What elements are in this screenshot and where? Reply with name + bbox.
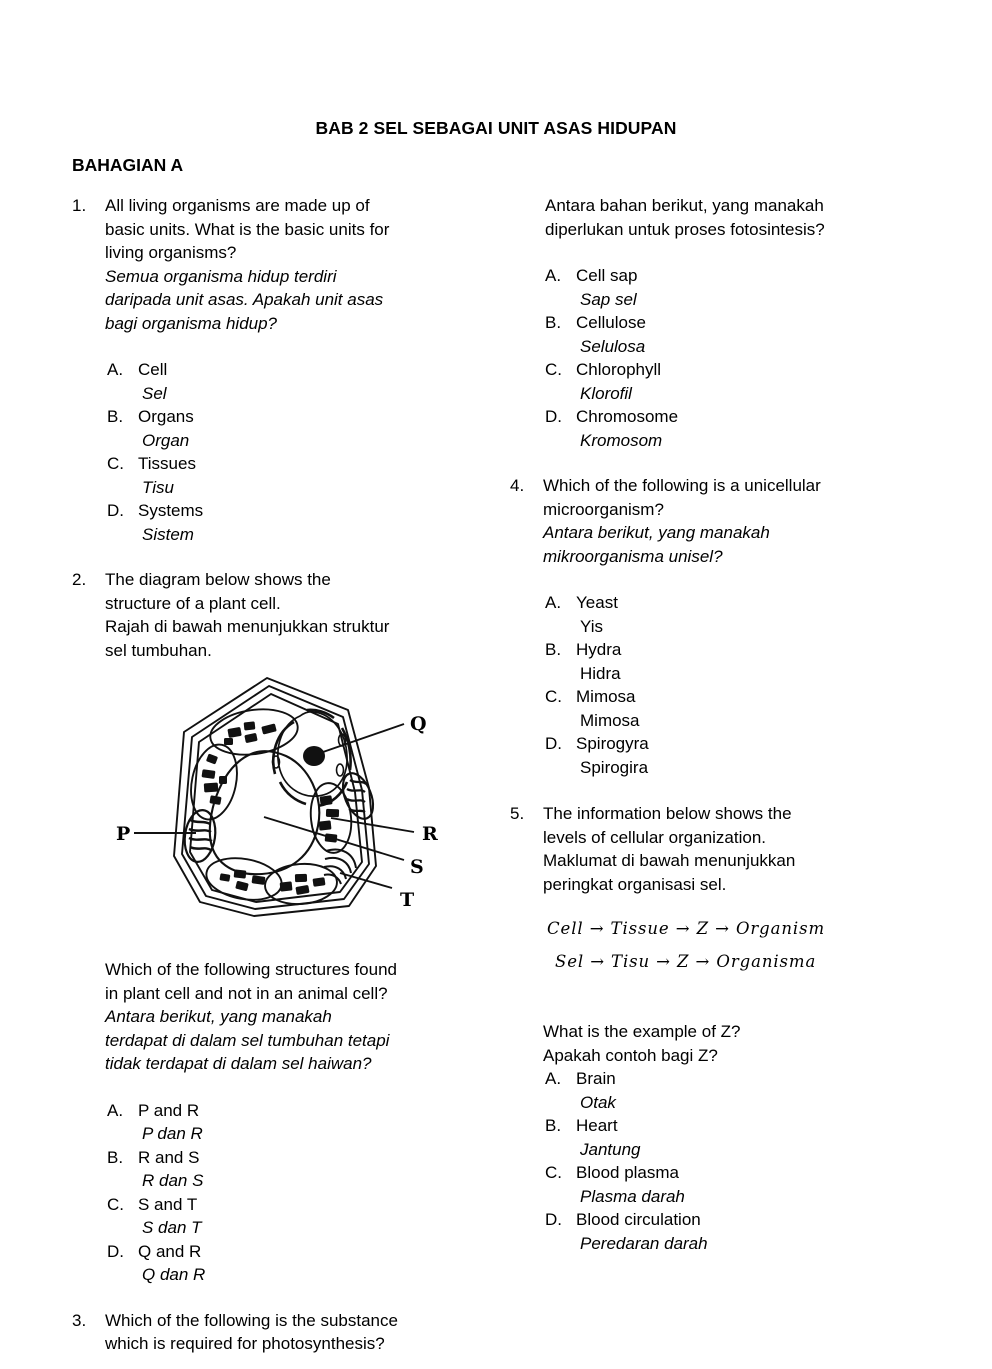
chloroplast: [207, 704, 300, 760]
option-letter: C.: [545, 1163, 562, 1182]
option-text-malay: Hidra: [580, 663, 621, 683]
option-text: Mimosa: [576, 687, 636, 706]
option-text: R and S: [138, 1147, 200, 1167]
page-title: BAB 2 SEL SEBAGAI UNIT ASAS HIDUPAN: [315, 118, 677, 138]
option-text: Blood circulation: [576, 1210, 701, 1229]
stem-line-malay: Antara bahan berikut, yang manakah: [545, 196, 824, 215]
stem-line-malay: sel tumbuhan.: [105, 640, 212, 660]
diagram-label-t: T: [400, 889, 415, 911]
option-text: Systems: [138, 501, 204, 520]
stem-line-malay: Apakah contoh bagi Z?: [543, 1045, 718, 1065]
option-letter: C.: [545, 687, 562, 706]
option-text-malay: Spirogira: [580, 757, 649, 777]
option-d[interactable]: [545, 1208, 922, 1255]
question-stem-malay: [545, 194, 922, 241]
stem-line: in plant cell and not in an animal cell?: [105, 983, 388, 1003]
option-c[interactable]: [545, 685, 922, 732]
stem-line: which is required for photosynthesis?: [105, 1334, 385, 1353]
question-5: [510, 802, 922, 1255]
option-text-malay: Otak: [580, 1092, 616, 1112]
option-letter: D.: [545, 407, 562, 426]
diagram-label-r: R: [422, 823, 438, 845]
option-b[interactable]: [545, 311, 922, 358]
option-letter: A.: [545, 266, 562, 285]
question-stem: [105, 568, 482, 662]
diagram-label-q: Q: [410, 713, 427, 735]
option-text-malay: Plasma darah: [580, 1186, 685, 1206]
option-letter: A.: [107, 360, 124, 379]
question-stem: [105, 1309, 482, 1356]
option-letter: C.: [107, 454, 124, 473]
stem-line-malay: Maklumat di bawah menunjukkan: [543, 851, 796, 870]
stem-line: microorganism?: [543, 499, 664, 519]
option-list: [545, 591, 922, 779]
option-a[interactable]: [107, 358, 482, 405]
formula-english: Cell → Tissue → Z → Organism: [547, 919, 825, 938]
stem-line: Which of the following structures found: [105, 960, 397, 979]
question-number: 2.: [72, 570, 87, 589]
option-b[interactable]: [545, 1114, 922, 1161]
stem-line-malay: daripada unit asas. Apakah unit asas: [105, 290, 384, 309]
stem-line: What is the example of Z?: [543, 1022, 741, 1041]
stem-line: The information below shows the: [543, 804, 792, 823]
option-list: [545, 1067, 922, 1255]
option-d[interactable]: [107, 1240, 482, 1287]
question-2-prompt: [105, 958, 482, 1076]
option-list: [107, 1099, 482, 1287]
stem-line: The diagram below shows the: [105, 570, 331, 589]
option-d[interactable]: [107, 499, 482, 546]
question-3: [72, 1309, 482, 1356]
option-letter: B.: [545, 313, 562, 332]
option-text-malay: Selulosa: [580, 336, 646, 356]
stem-line: levels of cellular organization.: [543, 827, 767, 847]
section-heading: BAHAGIAN A: [72, 155, 184, 175]
option-c[interactable]: [545, 1161, 922, 1208]
question-5-prompt: [543, 1020, 922, 1067]
option-text-malay: Yis: [580, 616, 603, 636]
option-letter: B.: [107, 407, 124, 426]
right-column: [510, 194, 922, 1255]
stem-line-malay: tidak terdapat di dalam sel haiwan?: [105, 1054, 372, 1073]
question-4: [510, 474, 922, 779]
option-text: Heart: [576, 1116, 618, 1135]
option-text: Yeast: [576, 593, 618, 612]
question-3-continued: [510, 194, 922, 452]
option-c[interactable]: [107, 452, 482, 499]
question-stem: [543, 474, 922, 568]
question-stem: [543, 802, 922, 896]
stem-line-malay: diperlukan untuk proses fotosintesis?: [545, 219, 825, 239]
option-text-malay: Sap sel: [580, 289, 637, 309]
option-text-malay: Q dan R: [142, 1265, 206, 1284]
question-number: 5.: [510, 804, 525, 823]
option-text-malay: S dan T: [142, 1218, 202, 1237]
option-list: [107, 358, 482, 546]
diagram-label-s: S: [410, 856, 424, 878]
option-text: S and T: [138, 1194, 198, 1214]
option-text-malay: Mimosa: [580, 710, 640, 730]
plant-cell-diagram: [104, 670, 476, 942]
option-a[interactable]: [545, 1067, 922, 1114]
option-letter: A.: [545, 1069, 562, 1088]
option-text: Blood plasma: [576, 1163, 680, 1182]
option-text-malay: Tisu: [142, 477, 174, 497]
option-b[interactable]: [545, 638, 922, 685]
formula-malay: Sel → Tisu → Z → Organisma: [555, 952, 817, 971]
option-text: Tissues: [138, 454, 196, 473]
option-text: Cell: [138, 360, 168, 379]
option-a[interactable]: [107, 1099, 482, 1146]
question-2: [72, 568, 482, 1287]
option-text-malay: P dan R: [142, 1124, 203, 1143]
stem-line-malay: Antara berikut, yang manakah: [105, 1007, 332, 1026]
question-number: 1.: [72, 196, 87, 215]
option-text: Cellulose: [576, 313, 646, 332]
diagram-label-p: P: [116, 823, 131, 845]
option-text-malay: Jantung: [580, 1139, 641, 1159]
chloroplast: [264, 862, 339, 907]
option-letter: D.: [545, 1210, 562, 1229]
option-text: Cell sap: [576, 266, 638, 285]
option-b[interactable]: [107, 405, 482, 452]
option-text: Q and R: [138, 1241, 202, 1261]
question-1: [72, 194, 482, 546]
stem-line-malay: Antara berikut, yang manakah: [543, 523, 770, 542]
stem-line-malay: mikroorganisma unisel?: [543, 546, 723, 566]
option-letter: B.: [545, 640, 562, 659]
option-text: Hydra: [576, 640, 622, 659]
option-text: Chlorophyll: [576, 360, 662, 379]
option-d[interactable]: [545, 405, 922, 452]
option-text: Chromosome: [576, 407, 679, 426]
option-letter: C.: [545, 360, 562, 379]
stem-line: Which of the following is a unicellular: [543, 476, 821, 495]
vacuole: [210, 751, 319, 874]
option-b[interactable]: [107, 1146, 482, 1193]
golgi-apparatus: [324, 850, 356, 884]
option-a[interactable]: [545, 591, 922, 638]
question-number: 4.: [510, 476, 525, 495]
option-text-malay: Organ: [142, 430, 190, 450]
option-text-malay: R dan S: [142, 1171, 204, 1190]
stem-line-malay: Semua organisma hidup terdiri: [105, 266, 337, 286]
option-letter: D.: [545, 734, 562, 753]
question-stem: [105, 194, 482, 335]
option-list: [545, 264, 922, 452]
option-text: Organs: [138, 407, 194, 426]
stem-line-malay: terdapat di dalam sel tumbuhan tetapi: [105, 1030, 390, 1050]
plant-cell-svg: [104, 670, 476, 942]
nucleolus: [303, 746, 325, 766]
option-letter: A.: [545, 593, 562, 612]
option-text-malay: Sel: [142, 383, 167, 403]
option-a[interactable]: [545, 264, 922, 311]
option-text-malay: Kromosom: [580, 430, 663, 450]
option-letter: B.: [545, 1116, 562, 1135]
option-letter: A.: [107, 1100, 124, 1120]
option-text: Brain: [576, 1069, 616, 1088]
stem-line: All living organisms are made up of: [105, 196, 370, 215]
option-text-malay: Peredaran darah: [580, 1233, 708, 1253]
stem-line: Which of the following is the substance: [105, 1310, 398, 1330]
stem-line-malay: peringkat organisasi sel.: [543, 874, 727, 894]
option-c[interactable]: [107, 1193, 482, 1240]
stem-line: basic units. What is the basic units for: [105, 219, 390, 239]
organization-levels-box: [510, 912, 922, 978]
stem-line: living organisms?: [105, 243, 237, 262]
left-column: [72, 194, 482, 1356]
stem-line-malay: bagi organisma hidup?: [105, 313, 278, 333]
option-text: P and R: [138, 1100, 200, 1120]
option-text: Spirogyra: [576, 734, 649, 753]
option-c[interactable]: [545, 358, 922, 405]
option-letter: D.: [107, 1241, 124, 1261]
option-letter: B.: [107, 1147, 124, 1167]
stem-line-malay: Rajah di bawah menunjukkan struktur: [105, 617, 390, 636]
option-letter: C.: [107, 1194, 124, 1214]
option-letter: D.: [107, 501, 124, 520]
option-text-malay: Sistem: [142, 524, 194, 544]
question-number: 3.: [72, 1310, 87, 1330]
option-text-malay: Klorofil: [580, 383, 632, 403]
stem-line: structure of a plant cell.: [105, 593, 281, 613]
option-d[interactable]: [545, 732, 922, 779]
